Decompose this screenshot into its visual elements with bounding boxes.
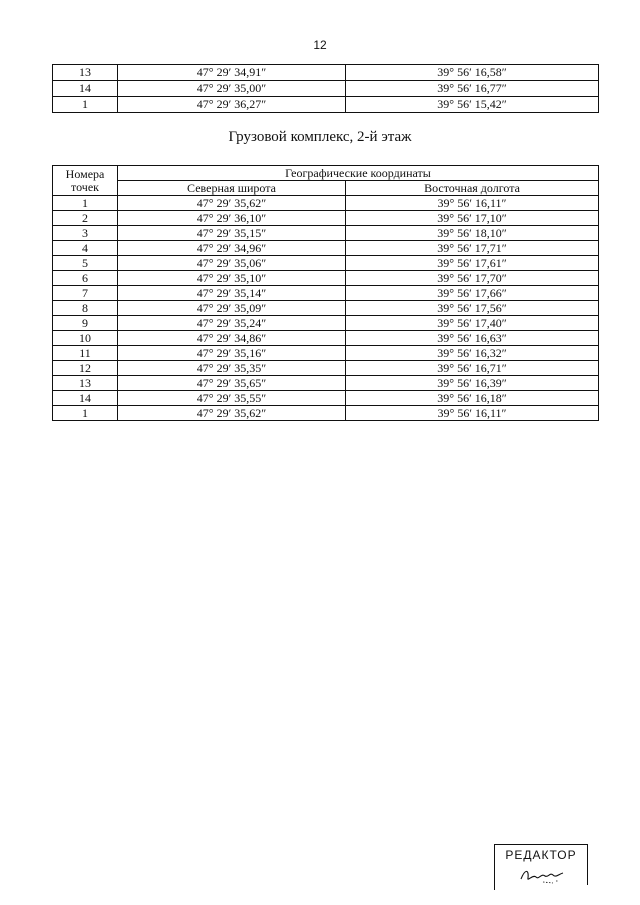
main-table-body (53, 196, 599, 421)
latitude-cell: 47° 29′ 35,16″ (118, 346, 346, 361)
stamp-label: РЕДАКТОР (505, 848, 577, 862)
table-row (53, 196, 599, 211)
latitude-cell: 47° 29′ 35,55″ (118, 391, 346, 406)
longitude-cell: 39° 56′ 17,56″ (346, 301, 599, 316)
longitude-cell: 39° 56′ 16,11″ (346, 406, 599, 421)
latitude-cell: 47° 29′ 35,10″ (118, 271, 346, 286)
point-number-cell: 13 (53, 65, 118, 81)
point-number-cell: 14 (53, 81, 118, 97)
signature-icon (519, 865, 569, 885)
latitude-cell: 47° 29′ 34,86″ (118, 331, 346, 346)
table-row (53, 316, 599, 331)
table-row (53, 271, 599, 286)
longitude-cell: 39° 56′ 17,71″ (346, 241, 599, 256)
table-header-row (53, 166, 599, 181)
table-row (53, 211, 599, 226)
point-number-cell: 13 (53, 376, 118, 391)
point-number-cell: 5 (53, 256, 118, 271)
point-number-cell: 1 (53, 406, 118, 421)
table-row (53, 376, 599, 391)
point-number-cell: 6 (53, 271, 118, 286)
longitude-cell: 39° 56′ 16,63″ (346, 331, 599, 346)
table-row (53, 226, 599, 241)
editor-stamp (494, 844, 588, 885)
table-row (53, 391, 599, 406)
header-point-numbers (53, 166, 118, 196)
table-subheader-row (53, 181, 599, 196)
latitude-cell: 47° 29′ 35,15″ (118, 226, 346, 241)
longitude-cell: 39° 56′ 17,40″ (346, 316, 599, 331)
point-number-cell: 8 (53, 301, 118, 316)
longitude-cell: 39° 56′ 16,77″ (346, 81, 599, 97)
header-points-line1: Номера (65, 166, 105, 181)
longitude-cell: 39° 56′ 16,32″ (346, 346, 599, 361)
header-points-line2: точек (71, 179, 99, 194)
longitude-cell: 39° 56′ 16,11″ (346, 196, 599, 211)
top-table-body (53, 65, 599, 113)
point-number-cell: 12 (53, 361, 118, 376)
coordinates-table-continued (52, 64, 599, 113)
latitude-cell: 47° 29′ 36,27″ (118, 97, 346, 113)
table-row (53, 406, 599, 421)
latitude-cell: 47° 29′ 35,62″ (118, 196, 346, 211)
point-number-cell: 1 (53, 97, 118, 113)
point-number-cell: 10 (53, 331, 118, 346)
table-row (53, 256, 599, 271)
section-title: Грузовой комплекс, 2-й этаж (228, 129, 412, 145)
point-number-cell: 3 (53, 226, 118, 241)
longitude-cell: 39° 56′ 18,10″ (346, 226, 599, 241)
latitude-cell: 47° 29′ 34,91″ (118, 65, 346, 81)
latitude-cell: 47° 29′ 34,96″ (118, 241, 346, 256)
latitude-cell: 47° 29′ 35,06″ (118, 256, 346, 271)
coordinates-table (52, 165, 599, 421)
point-number-cell: 2 (53, 211, 118, 226)
point-number-cell: 1 (53, 196, 118, 211)
table-row (53, 286, 599, 301)
longitude-cell: 39° 56′ 15,42″ (346, 97, 599, 113)
point-number-cell: 9 (53, 316, 118, 331)
latitude-cell: 47° 29′ 35,14″ (118, 286, 346, 301)
longitude-cell: 39° 56′ 16,39″ (346, 376, 599, 391)
latitude-cell: 47° 29′ 35,65″ (118, 376, 346, 391)
longitude-cell: 39° 56′ 17,66″ (346, 286, 599, 301)
table-row (53, 301, 599, 316)
latitude-cell: 47° 29′ 35,24″ (118, 316, 346, 331)
stamp-tick (494, 884, 495, 890)
longitude-cell: 39° 56′ 17,61″ (346, 256, 599, 271)
header-longitude: Восточная долгота (346, 181, 599, 196)
table-row (53, 331, 599, 346)
longitude-cell: 39° 56′ 16,71″ (346, 361, 599, 376)
latitude-cell: 47° 29′ 35,62″ (118, 406, 346, 421)
header-latitude: Северная широта (118, 181, 346, 196)
table-row (53, 346, 599, 361)
latitude-cell: 47° 29′ 35,35″ (118, 361, 346, 376)
longitude-cell: 39° 56′ 17,10″ (346, 211, 599, 226)
table-row (53, 65, 599, 81)
page-number: 12 (313, 38, 327, 52)
point-number-cell: 14 (53, 391, 118, 406)
header-geo-coordinates: Географические координаты (118, 166, 599, 181)
table-row (53, 81, 599, 97)
point-number-cell: 11 (53, 346, 118, 361)
latitude-cell: 47° 29′ 35,00″ (118, 81, 346, 97)
latitude-cell: 47° 29′ 36,10″ (118, 211, 346, 226)
point-number-cell: 4 (53, 241, 118, 256)
longitude-cell: 39° 56′ 16,18″ (346, 391, 599, 406)
longitude-cell: 39° 56′ 16,58″ (346, 65, 599, 81)
table-row (53, 97, 599, 113)
longitude-cell: 39° 56′ 17,70″ (346, 271, 599, 286)
point-number-cell: 7 (53, 286, 118, 301)
table-row (53, 241, 599, 256)
table-row (53, 361, 599, 376)
latitude-cell: 47° 29′ 35,09″ (118, 301, 346, 316)
